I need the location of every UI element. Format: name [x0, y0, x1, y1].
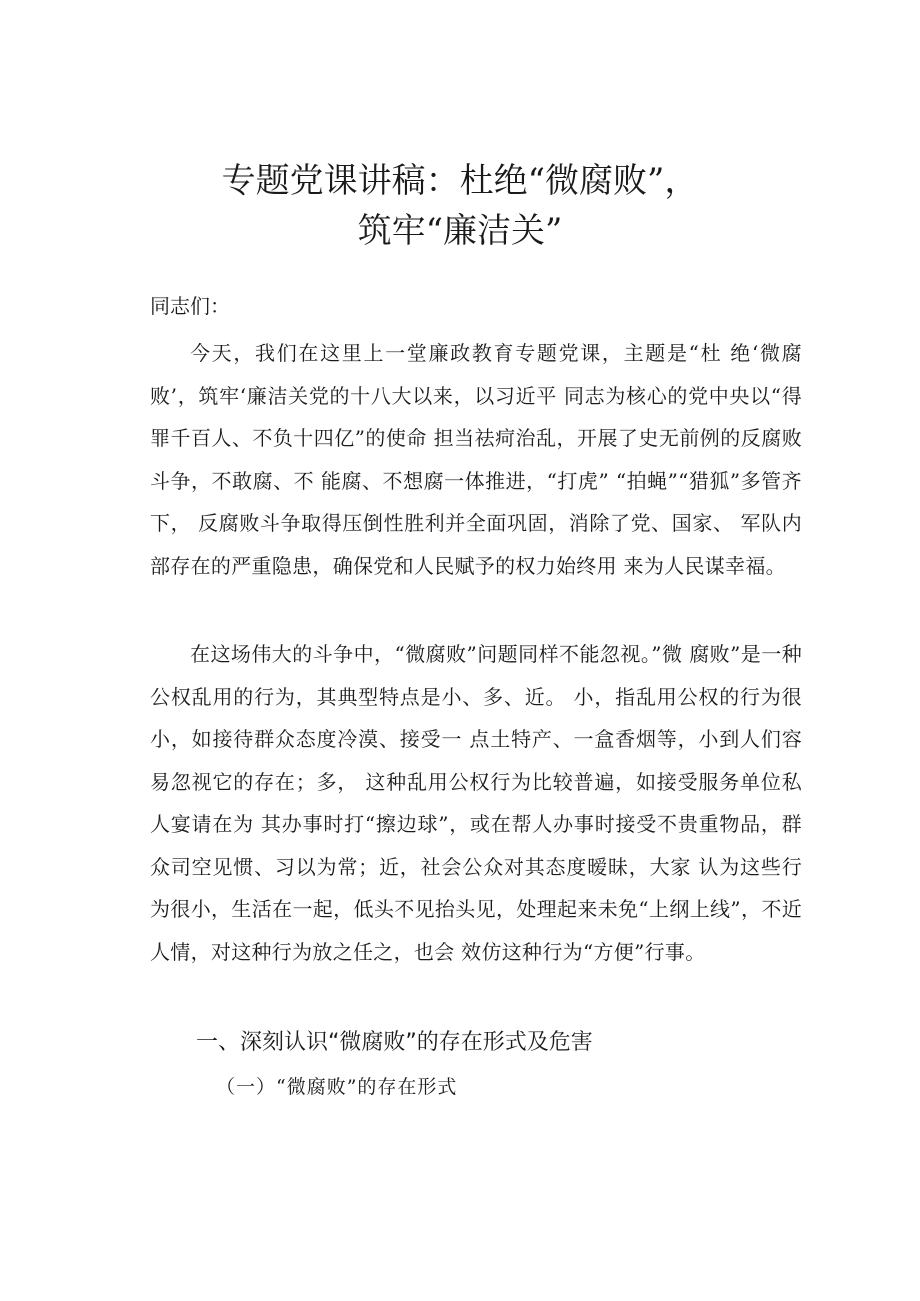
salutation: 同志们：: [150, 294, 230, 318]
document-title-line-2: 筑牢“廉洁关”: [357, 211, 563, 251]
subsection-heading: （一）“微腐败”的存在形式: [216, 1076, 458, 1098]
section-heading: 一、深刻认识“微腐败”的存在形式及危害: [196, 1030, 593, 1055]
document-title-line-1: 专题党课讲稿：杜绝“微腐败”，: [221, 161, 699, 201]
body-paragraph-1: 今天，我们在这里上一堂廉政教育专题党课，主题是“杜 绝‘微腐败’，筑牢‘廉洁关党的十八大以来，以习近平 同志为核心的党中央以“得罪千百人、不负十四亿”的使命 担当祛疴治乱，开展了史无前例的反腐败斗争，不敢腐、不 能腐、不想腐一体推进，“打虎” “拍蝇”“猎狐”多管齐下， 反腐败斗争取得压倒性胜利并全面巩固，消除了党、国家、 军队内部存在的严重隐患，确保党和人民赋予的权力始终用 来为人民谋幸福。: [150, 341, 802, 578]
body-paragraph-2: 在这场伟大的斗争中，“微腐败”问题同样不能忽视。”微 腐败”是一种公权乱用的行为，其典型特点是小、多、近。 小，指乱用公权的行为很小，如接待群众态度冷漠、接受一 点土特产、一盒香烟等，小到人们容易忽视它的存在；多， 这种乱用公权行为比较普遍，如接受服务单位私人宴请在为 其办事时打“擦边球”，或在帮人办事时接受不贵重物品，群 众司空见惯、习以为常；近，社会公众对其态度暧昧，大家 认为这些行为很小，生活在一起，低头不见抬头见，处理起来未免“上纲上线”，不近人情，对这种行为放之任之，也会 效仿这种行为“方便”行事。: [150, 642, 802, 964]
